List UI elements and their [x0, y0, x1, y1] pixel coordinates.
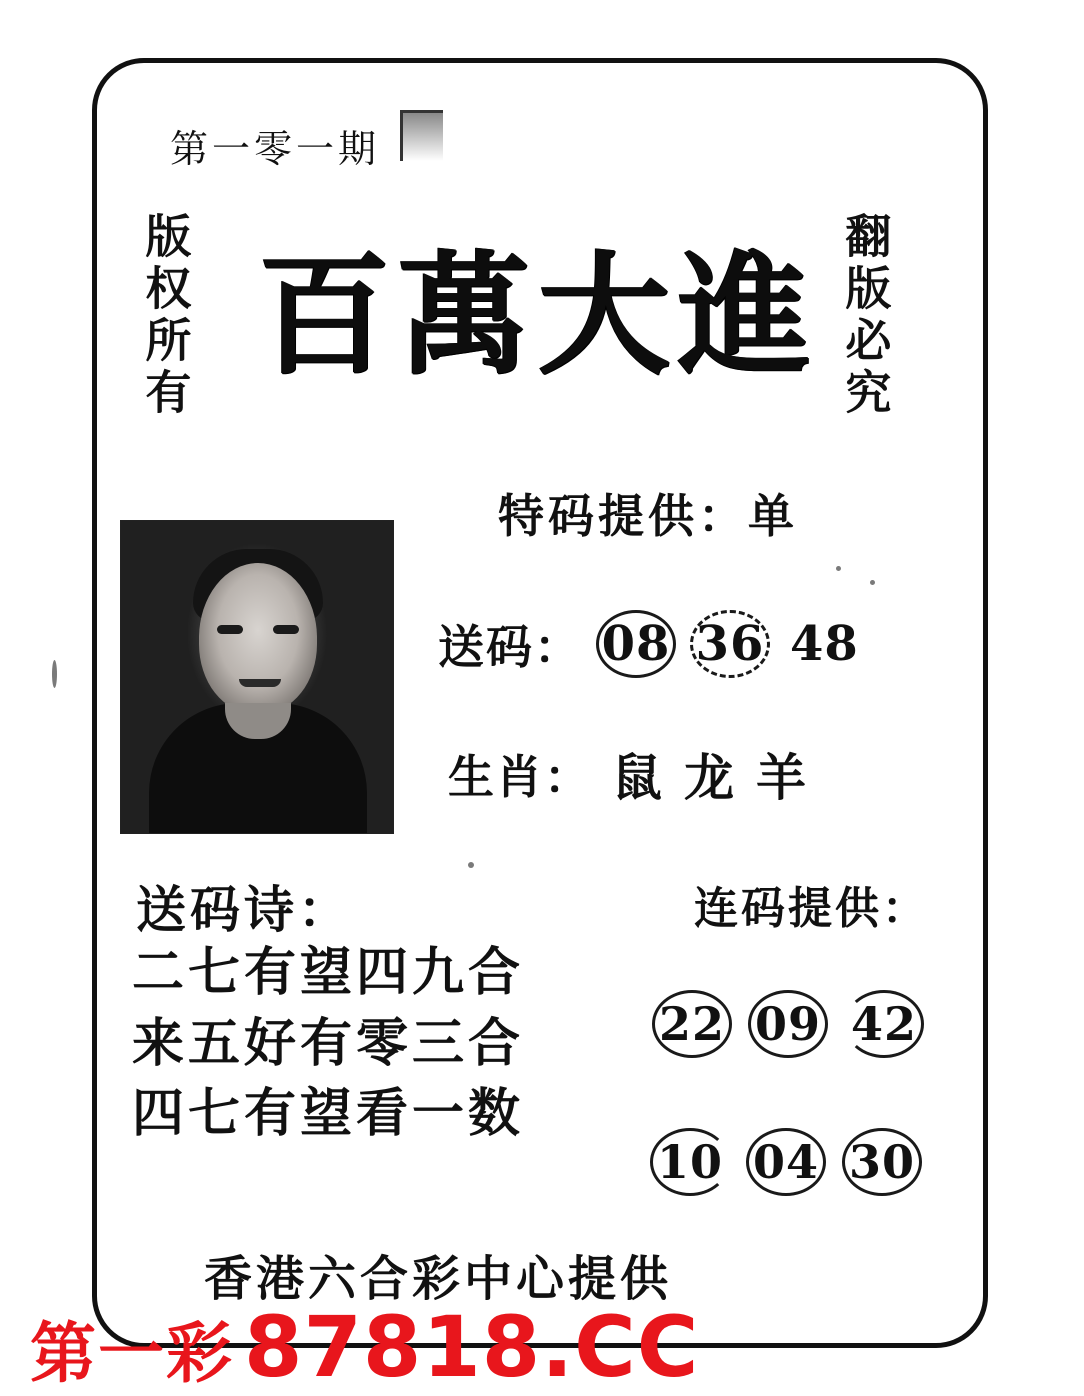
poem-line: 二七有望四九合 — [132, 942, 525, 1003]
copyright-left-text: 版权所有 — [138, 212, 193, 420]
zodiac-row — [448, 738, 808, 810]
scan-speck — [836, 566, 841, 571]
lian-number: 22 — [652, 990, 732, 1058]
copyright-right-text: 翻版必究 — [838, 212, 893, 420]
send-numbers-row — [438, 610, 865, 678]
portrait-eye-right — [273, 625, 299, 634]
special-code-line: 特码提供：单 — [498, 489, 798, 543]
watermark-site: 87818.CC — [244, 1298, 700, 1396]
zodiac-value: 龙 — [684, 748, 736, 807]
poem-title: 送码诗： — [136, 880, 352, 939]
lian-code-row-2 — [650, 1128, 922, 1196]
footer-source: 香港六合彩中心提供 — [204, 1251, 673, 1307]
poem-line: 四七有望看一数 — [132, 1083, 525, 1145]
lian-code-row-1 — [652, 990, 924, 1058]
portrait-head — [199, 563, 317, 713]
portrait-mouth — [239, 679, 281, 687]
scan-artifact — [400, 110, 443, 161]
lian-number: 09 — [748, 990, 828, 1058]
poem-line: 来五好有零三合 — [132, 1012, 525, 1074]
zodiac-label: 生肖： — [448, 750, 592, 804]
lian-number: 30 — [842, 1128, 922, 1196]
send-number: 48 — [790, 616, 859, 672]
portrait-photo — [120, 520, 394, 834]
send-number: 08 — [596, 610, 676, 678]
issue-number: 第一零一期 — [170, 127, 381, 171]
watermark-label: 第一彩 — [30, 1314, 234, 1392]
scan-speck — [52, 660, 57, 688]
lian-number: 42 — [844, 990, 924, 1058]
zodiac-value: 鼠 — [612, 748, 664, 807]
lian-code-title: 连码提供： — [694, 883, 929, 934]
page-title: 百萬大進 — [258, 238, 818, 393]
lian-number: 10 — [650, 1128, 730, 1196]
scan-speck — [468, 862, 474, 868]
poem-body — [132, 938, 524, 1150]
lian-number: 04 — [746, 1128, 826, 1196]
send-label: 送码： — [438, 620, 582, 674]
portrait-eye-left — [217, 625, 243, 634]
watermark — [30, 1298, 699, 1396]
send-number: 36 — [690, 610, 770, 678]
scan-speck — [870, 580, 875, 585]
zodiac-value: 羊 — [756, 748, 808, 807]
